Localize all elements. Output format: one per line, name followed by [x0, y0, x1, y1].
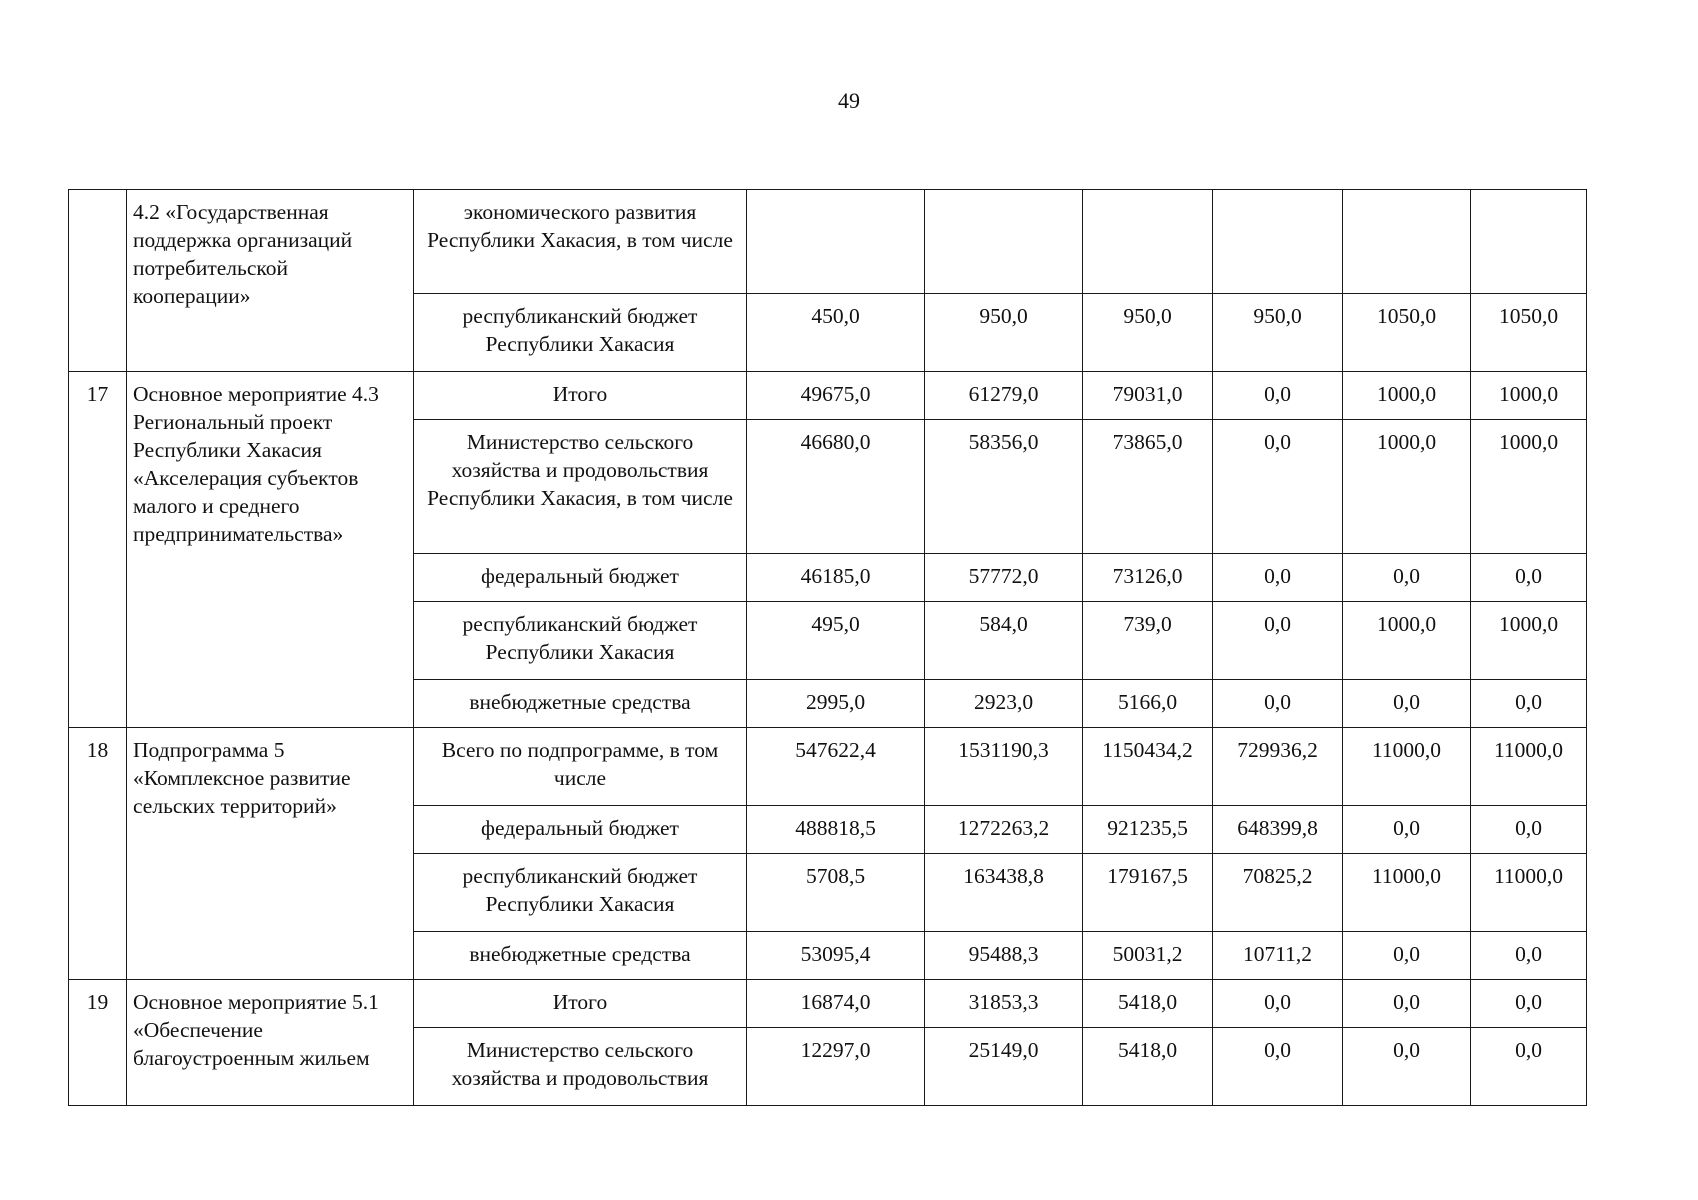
amount-cell: 70825,2	[1213, 854, 1343, 932]
amount-cell: 1000,0	[1343, 372, 1471, 420]
amount-cell: 50031,2	[1083, 932, 1213, 980]
amount-cell: 0,0	[1343, 980, 1471, 1028]
amount-cell: 729936,2	[1213, 728, 1343, 806]
amount-cell: 950,0	[1083, 294, 1213, 372]
table-row	[69, 980, 1587, 1028]
amount-cell: 0,0	[1343, 554, 1471, 602]
amount-cell: 921235,5	[1083, 806, 1213, 854]
amount-cell: 0,0	[1213, 1028, 1343, 1106]
amount-cell: 950,0	[925, 294, 1083, 372]
amount-cell: 0,0	[1471, 680, 1587, 728]
amount-cell: 0,0	[1343, 932, 1471, 980]
budget-table	[68, 189, 1587, 1106]
amount-cell: 11000,0	[1471, 854, 1587, 932]
funding-source: Министерство сельского хозяйства и продовольствия	[414, 1028, 747, 1106]
amount-cell: 0,0	[1471, 980, 1587, 1028]
amount-cell: 0,0	[1213, 372, 1343, 420]
amount-cell: 950,0	[1213, 294, 1343, 372]
amount-cell: 0,0	[1471, 1028, 1587, 1106]
amount-cell: 1531190,3	[925, 728, 1083, 806]
amount-cell: 1150434,2	[1083, 728, 1213, 806]
row-number: 17	[69, 372, 127, 728]
row-number: 19	[69, 980, 127, 1106]
amount-cell: 11000,0	[1343, 854, 1471, 932]
measure-name: Основное мероприятие 5.1 «Обеспечение благоустроенным жильем	[127, 980, 414, 1106]
amount-cell	[1343, 190, 1471, 294]
amount-cell: 61279,0	[925, 372, 1083, 420]
amount-cell: 49675,0	[747, 372, 925, 420]
amount-cell: 547622,4	[747, 728, 925, 806]
amount-cell: 0,0	[1213, 680, 1343, 728]
amount-cell: 11000,0	[1343, 728, 1471, 806]
amount-cell: 163438,8	[925, 854, 1083, 932]
table-row	[69, 190, 1587, 294]
measure-name: Подпрограмма 5 «Комплексное развитие сельских территорий»	[127, 728, 414, 980]
funding-source: внебюджетные средства	[414, 680, 747, 728]
amount-cell: 0,0	[1343, 680, 1471, 728]
funding-source: экономического развития Республики Хакасия, в том числе	[414, 190, 747, 294]
amount-cell: 1050,0	[1343, 294, 1471, 372]
amount-cell: 16874,0	[747, 980, 925, 1028]
funding-source: внебюджетные средства	[414, 932, 747, 980]
funding-source: республиканский бюджет Республики Хакасия	[414, 854, 747, 932]
amount-cell: 10711,2	[1213, 932, 1343, 980]
amount-cell	[1471, 190, 1587, 294]
amount-cell	[1083, 190, 1213, 294]
amount-cell: 73865,0	[1083, 420, 1213, 554]
amount-cell: 0,0	[1343, 806, 1471, 854]
amount-cell: 0,0	[1213, 602, 1343, 680]
amount-cell: 2923,0	[925, 680, 1083, 728]
amount-cell: 53095,4	[747, 932, 925, 980]
amount-cell: 12297,0	[747, 1028, 925, 1106]
amount-cell: 450,0	[747, 294, 925, 372]
amount-cell: 73126,0	[1083, 554, 1213, 602]
amount-cell: 0,0	[1213, 554, 1343, 602]
funding-source: федеральный бюджет	[414, 554, 747, 602]
amount-cell: 79031,0	[1083, 372, 1213, 420]
funding-source: Итого	[414, 372, 747, 420]
amount-cell	[925, 190, 1083, 294]
funding-source: республиканский бюджет Республики Хакасия	[414, 602, 747, 680]
amount-cell: 1000,0	[1471, 602, 1587, 680]
amount-cell: 1000,0	[1471, 372, 1587, 420]
amount-cell: 46185,0	[747, 554, 925, 602]
amount-cell: 0,0	[1471, 932, 1587, 980]
amount-cell: 488818,5	[747, 806, 925, 854]
amount-cell: 1000,0	[1343, 420, 1471, 554]
amount-cell: 31853,3	[925, 980, 1083, 1028]
amount-cell: 0,0	[1471, 806, 1587, 854]
amount-cell: 0,0	[1343, 1028, 1471, 1106]
amount-cell: 1272263,2	[925, 806, 1083, 854]
table-row	[69, 372, 1587, 420]
amount-cell: 5708,5	[747, 854, 925, 932]
amount-cell: 5166,0	[1083, 680, 1213, 728]
amount-cell: 584,0	[925, 602, 1083, 680]
amount-cell: 5418,0	[1083, 980, 1213, 1028]
amount-cell: 648399,8	[1213, 806, 1343, 854]
funding-source: федеральный бюджет	[414, 806, 747, 854]
table-row	[69, 728, 1587, 806]
amount-cell: 58356,0	[925, 420, 1083, 554]
amount-cell: 0,0	[1471, 554, 1587, 602]
amount-cell: 46680,0	[747, 420, 925, 554]
funding-source: Итого	[414, 980, 747, 1028]
amount-cell: 1000,0	[1471, 420, 1587, 554]
row-number	[69, 190, 127, 372]
amount-cell: 0,0	[1213, 420, 1343, 554]
funding-source: республиканский бюджет Республики Хакасия	[414, 294, 747, 372]
page-number: 49	[838, 88, 860, 113]
measure-name: Основное мероприятие 4.3 Региональный проект Республики Хакасия «Акселерация субъектов малого и среднего предпринимательства»	[127, 372, 414, 728]
funding-source: Всего по подпрограмме, в том числе	[414, 728, 747, 806]
amount-cell: 57772,0	[925, 554, 1083, 602]
amount-cell: 739,0	[1083, 602, 1213, 680]
amount-cell: 11000,0	[1471, 728, 1587, 806]
amount-cell: 25149,0	[925, 1028, 1083, 1106]
amount-cell: 95488,3	[925, 932, 1083, 980]
amount-cell: 5418,0	[1083, 1028, 1213, 1106]
amount-cell: 1050,0	[1471, 294, 1587, 372]
amount-cell: 0,0	[1213, 980, 1343, 1028]
funding-source: Министерство сельского хозяйства и продовольствия Республики Хакасия, в том числе	[414, 420, 747, 554]
amount-cell: 495,0	[747, 602, 925, 680]
amount-cell: 2995,0	[747, 680, 925, 728]
amount-cell: 1000,0	[1343, 602, 1471, 680]
row-number: 18	[69, 728, 127, 980]
amount-cell	[1213, 190, 1343, 294]
amount-cell	[747, 190, 925, 294]
measure-name: 4.2 «Государственная поддержка организаций потребительской кооперации»	[127, 190, 414, 372]
amount-cell: 179167,5	[1083, 854, 1213, 932]
